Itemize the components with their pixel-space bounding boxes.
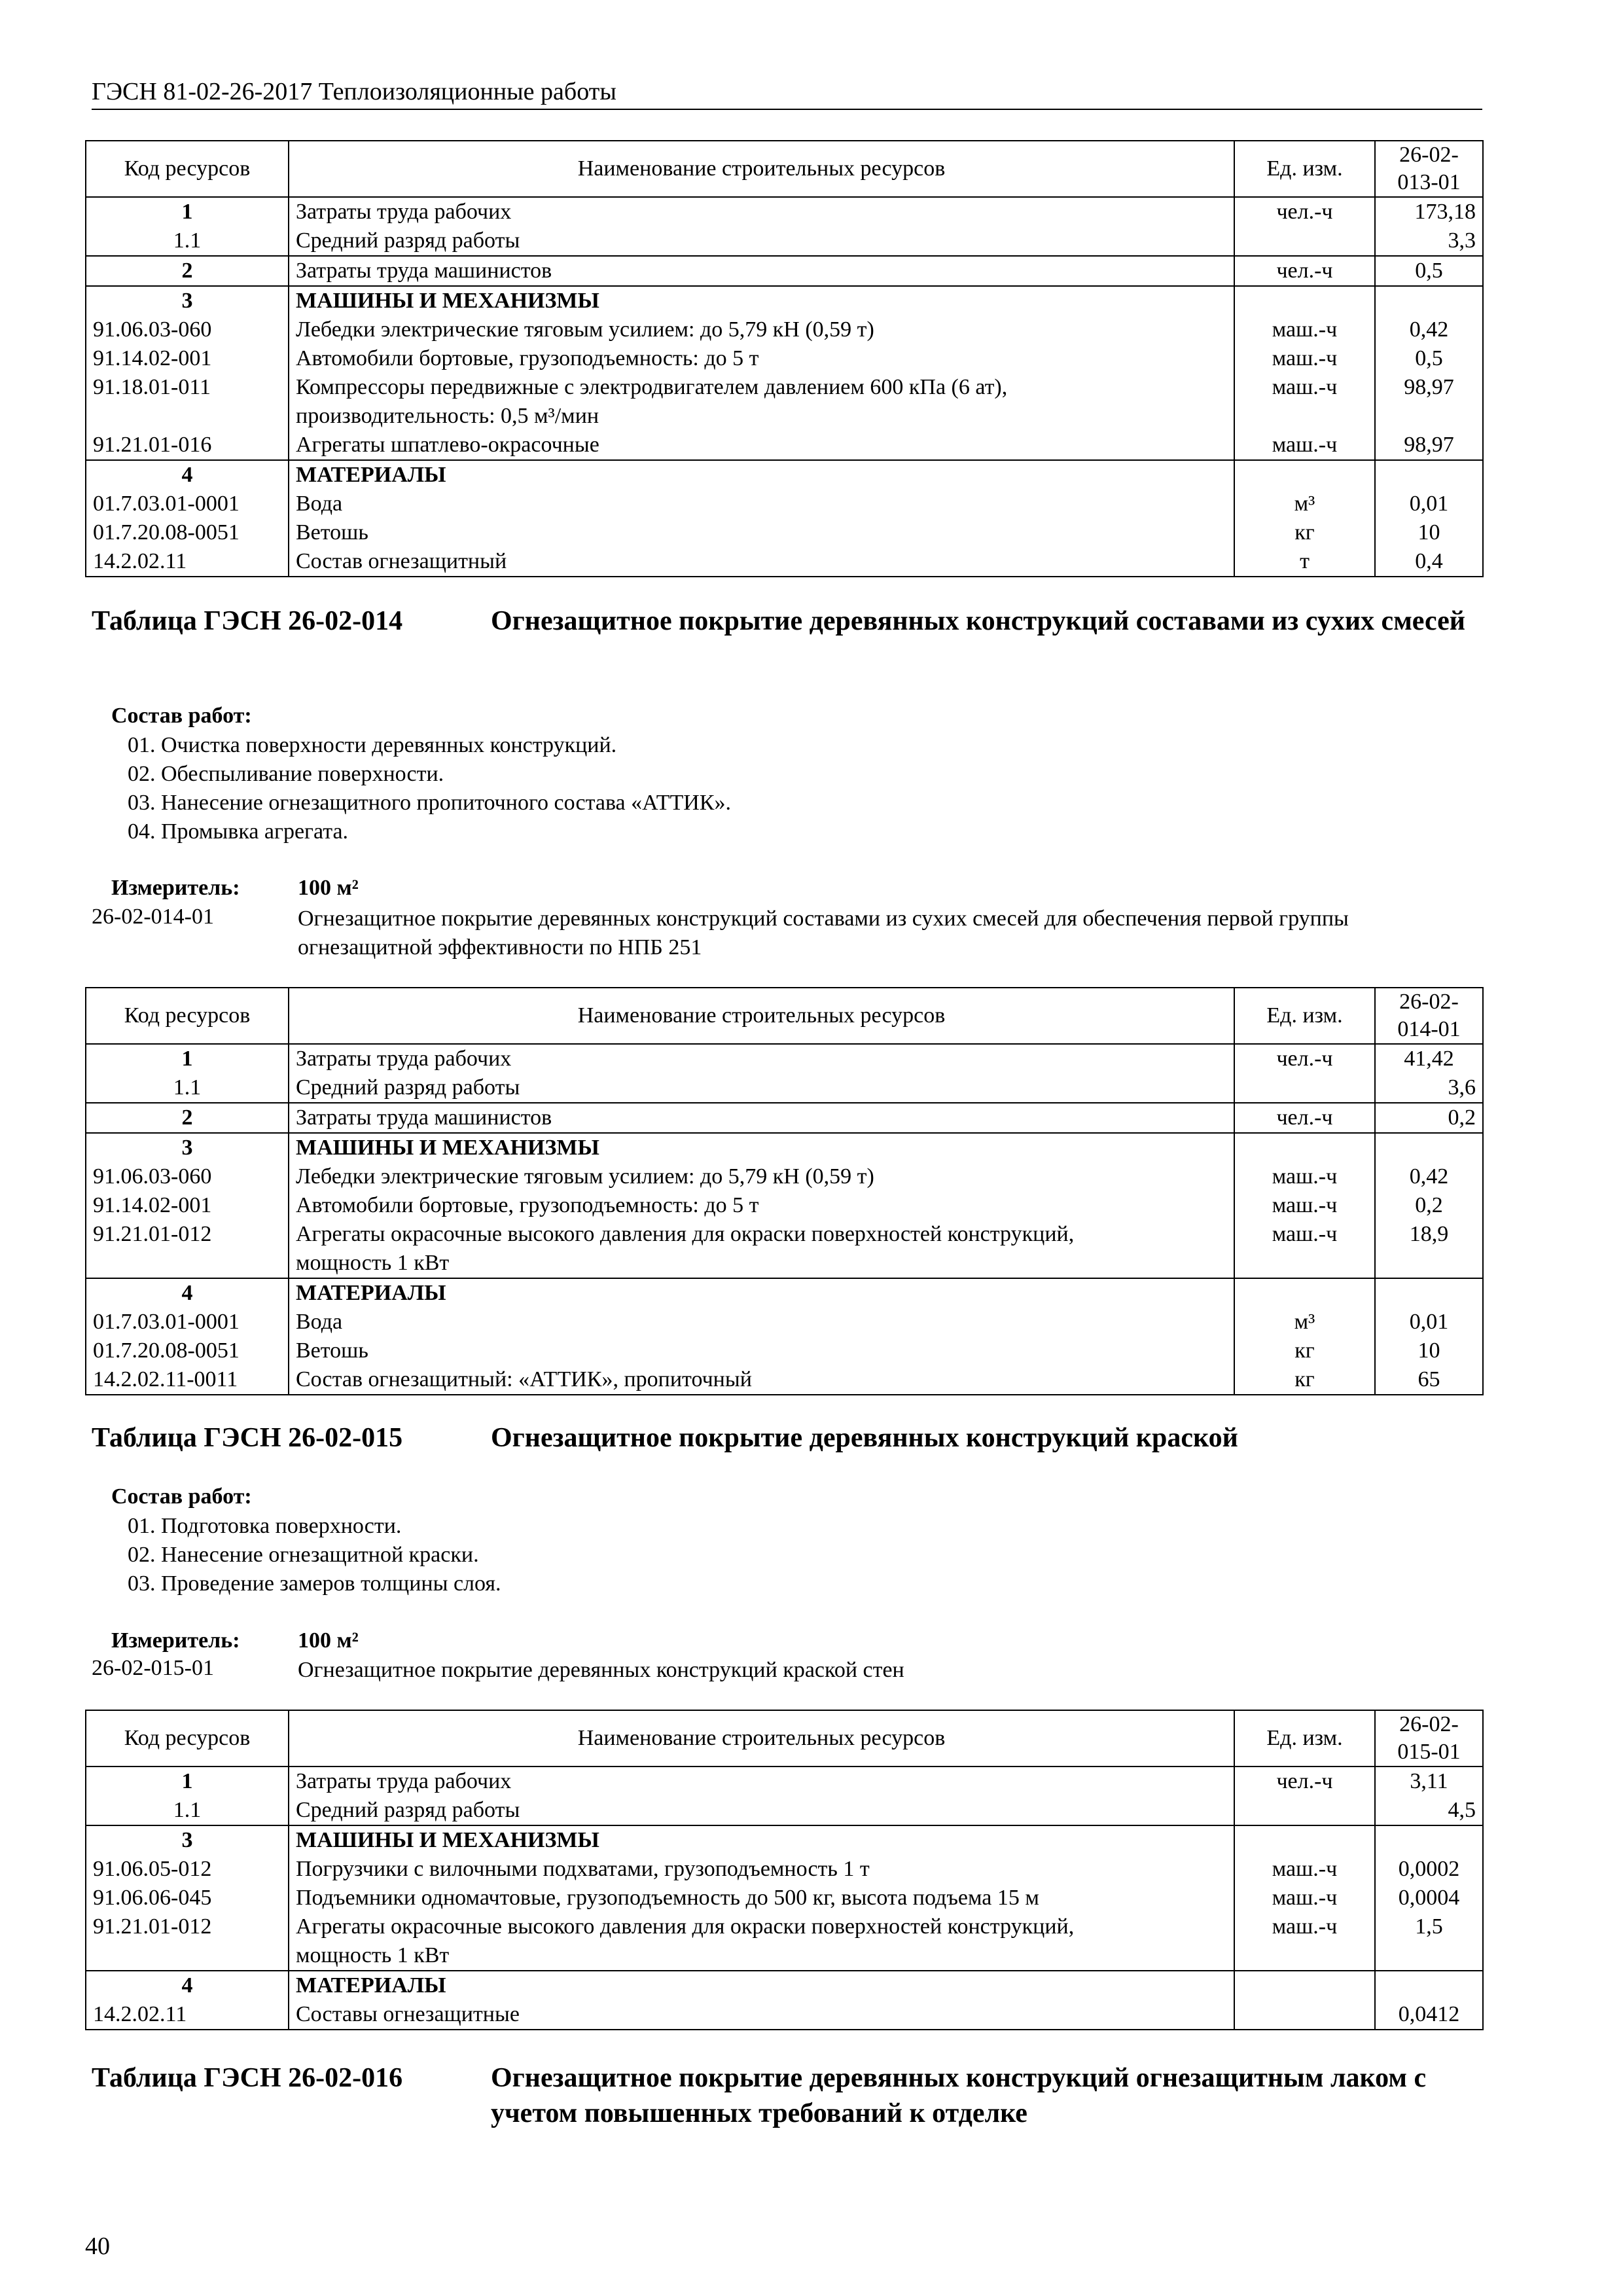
table-caption-label: Таблица ГЭСН 26-02-015 — [92, 1423, 403, 1453]
list-item: 03. Проведение замеров толщины слоя. — [128, 1571, 501, 1596]
resource-table-013 — [85, 140, 1484, 577]
table-row: 4 МАТЕРИАЛЫ — [86, 1278, 1483, 1308]
table-row: 91.14.02-001 Автомобили бортовые, грузоподъемность: до 5 т маш.-ч 0,5 — [86, 344, 1483, 373]
item-description: Огнезащитное покрытие деревянных конструкций краской стен — [298, 1658, 904, 1682]
list-item: 02. Нанесение огнезащитной краски. — [128, 1543, 479, 1567]
col-header-item: 26-02- 015-01 — [1375, 1710, 1483, 1767]
table-row: 1 Затраты труда рабочих чел.-ч 41,42 — [86, 1044, 1483, 1073]
table-row: 3 МАШИНЫ И МЕХАНИЗМЫ — [86, 1825, 1483, 1855]
table-caption-title: Огнезащитное покрытие деревянных конструкций составами из сухих смесей — [491, 606, 1465, 636]
list-item: 04. Промывка агрегата. — [128, 819, 349, 844]
table-row: 91.21.01-012 Агрегаты окрасочные высокого давления для окраски поверхностей конструкций, мощность 1 кВт маш.-ч 1,5 — [86, 1912, 1483, 1971]
table-row: 3 МАШИНЫ И МЕХАНИЗМЫ — [86, 286, 1483, 315]
header-rule — [92, 109, 1482, 110]
list-item: 01. Очистка поверхности деревянных конструкций. — [128, 733, 617, 757]
table-caption-title: Огнезащитное покрытие деревянных конструкций краской — [491, 1423, 1238, 1453]
table-row: 91.18.01-011 Компрессоры передвижные с электродвигателем давлением 600 кПа (6 ат), производительность: 0,5 м³/мин маш.-ч 98,97 — [86, 373, 1483, 431]
col-header-unit: Ед. изм. — [1234, 988, 1375, 1044]
table-row: 1.1 Средний разряд работы 3,3 — [86, 226, 1483, 256]
table-row: 91.21.01-016 Агрегаты шпатлево-окрасочные маш.-ч 98,97 — [86, 431, 1483, 460]
table-row: 4 МАТЕРИАЛЫ — [86, 460, 1483, 490]
table-row: 1.1 Средний разряд работы 4,5 — [86, 1796, 1483, 1825]
measure-value: 100 м² — [298, 1628, 359, 1653]
col-header-name: Наименование строительных ресурсов — [289, 141, 1234, 197]
col-header-name: Наименование строительных ресурсов — [289, 1710, 1234, 1767]
table-row: 01.7.03.01-0001 Вода м³ 0,01 — [86, 490, 1483, 518]
table-row: 91.14.02-001 Автомобили бортовые, грузоподъемность: до 5 т маш.-ч 0,2 — [86, 1191, 1483, 1220]
table-caption-label: Таблица ГЭСН 26-02-016 — [92, 2063, 403, 2093]
measure-label: Измеритель: — [111, 1628, 240, 1653]
table-row: 1 Затраты труда рабочих чел.-ч 173,18 — [86, 197, 1483, 226]
item-code: 26-02-015-01 — [92, 1656, 214, 1680]
col-header-code: Код ресурсов — [86, 141, 289, 197]
table-row: 91.06.03-060 Лебедки электрические тяговым усилием: до 5,79 кН (0,59 т) маш.-ч 0,42 — [86, 1162, 1483, 1191]
table-row: 1.1 Средний разряд работы 3,6 — [86, 1073, 1483, 1103]
list-item: 01. Подготовка поверхности. — [128, 1514, 402, 1538]
table-row: 14.2.02.11-0011 Состав огнезащитный: «АТТИК», пропиточный кг 65 — [86, 1365, 1483, 1395]
col-header-unit: Ед. изм. — [1234, 1710, 1375, 1767]
table-row: 14.2.02.11 Составы огнезащитные 0,0412 — [86, 2000, 1483, 2030]
table-row: 91.21.01-012 Агрегаты окрасочные высокого давления для окраски поверхностей конструкций, мощность 1 кВт маш.-ч 18,9 — [86, 1220, 1483, 1278]
table-row: 91.06.05-012 Погрузчики с вилочными подхватами, грузоподъемность 1 т маш.-ч 0,0002 — [86, 1855, 1483, 1884]
table-row: 1 Затраты труда рабочих чел.-ч 3,11 — [86, 1767, 1483, 1796]
table-caption-title: Огнезащитное покрытие деревянных конструкций огнезащитным лаком с учетом повышенных требований к отделке — [491, 2063, 1427, 2128]
list-item: 03. Нанесение огнезащитного пропиточного состава «АТТИК». — [128, 791, 731, 815]
works-title: Состав работ: — [111, 1484, 252, 1509]
table-row: 14.2.02.11 Состав огнезащитный т 0,4 — [86, 547, 1483, 577]
measure-label: Измеритель: — [111, 876, 240, 900]
col-header-unit: Ед. изм. — [1234, 141, 1375, 197]
col-header-item: 26-02- 013-01 — [1375, 141, 1483, 197]
table-row: 01.7.20.08-0051 Ветошь кг 10 — [86, 1336, 1483, 1365]
works-title: Состав работ: — [111, 704, 252, 728]
resource-table-014 — [85, 987, 1484, 1395]
works-list — [128, 731, 731, 846]
table-row: 2 Затраты труда машинистов чел.-ч 0,2 — [86, 1103, 1483, 1133]
col-header-code: Код ресурсов — [86, 988, 289, 1044]
table-row: 2 Затраты труда машинистов чел.-ч 0,5 — [86, 256, 1483, 286]
measure-value: 100 м² — [298, 876, 359, 900]
table-row: 91.06.06-045 Подъемники одномачтовые, грузоподъемность до 500 кг, высота подъема 15 м маш.-ч 0,0004 — [86, 1884, 1483, 1912]
table-row: 91.06.03-060 Лебедки электрические тяговым усилием: до 5,79 кН (0,59 т) маш.-ч 0,42 — [86, 315, 1483, 344]
list-item: 02. Обеспыливание поверхности. — [128, 762, 444, 786]
table-row: 4 МАТЕРИАЛЫ — [86, 1971, 1483, 2000]
running-header: ГЭСН 81-02-26-2017 Теплоизоляционные работы — [92, 78, 616, 105]
item-description: Огнезащитное покрытие деревянных конструкций составами из сухих смесей для обеспечения первой группы огнезащитной эффективности по НПБ 251 — [298, 906, 1349, 960]
item-code: 26-02-014-01 — [92, 905, 214, 929]
col-header-name: Наименование строительных ресурсов — [289, 988, 1234, 1044]
table-row: 01.7.03.01-0001 Вода м³ 0,01 — [86, 1308, 1483, 1336]
table-row: 01.7.20.08-0051 Ветошь кг 10 — [86, 518, 1483, 547]
col-header-code: Код ресурсов — [86, 1710, 289, 1767]
resource-table-015 — [85, 1710, 1484, 2030]
table-caption-label: Таблица ГЭСН 26-02-014 — [92, 606, 403, 636]
works-list — [128, 1512, 501, 1598]
col-header-item: 26-02- 014-01 — [1375, 988, 1483, 1044]
table-row: 3 МАШИНЫ И МЕХАНИЗМЫ — [86, 1133, 1483, 1162]
page-number: 40 — [85, 2233, 110, 2260]
